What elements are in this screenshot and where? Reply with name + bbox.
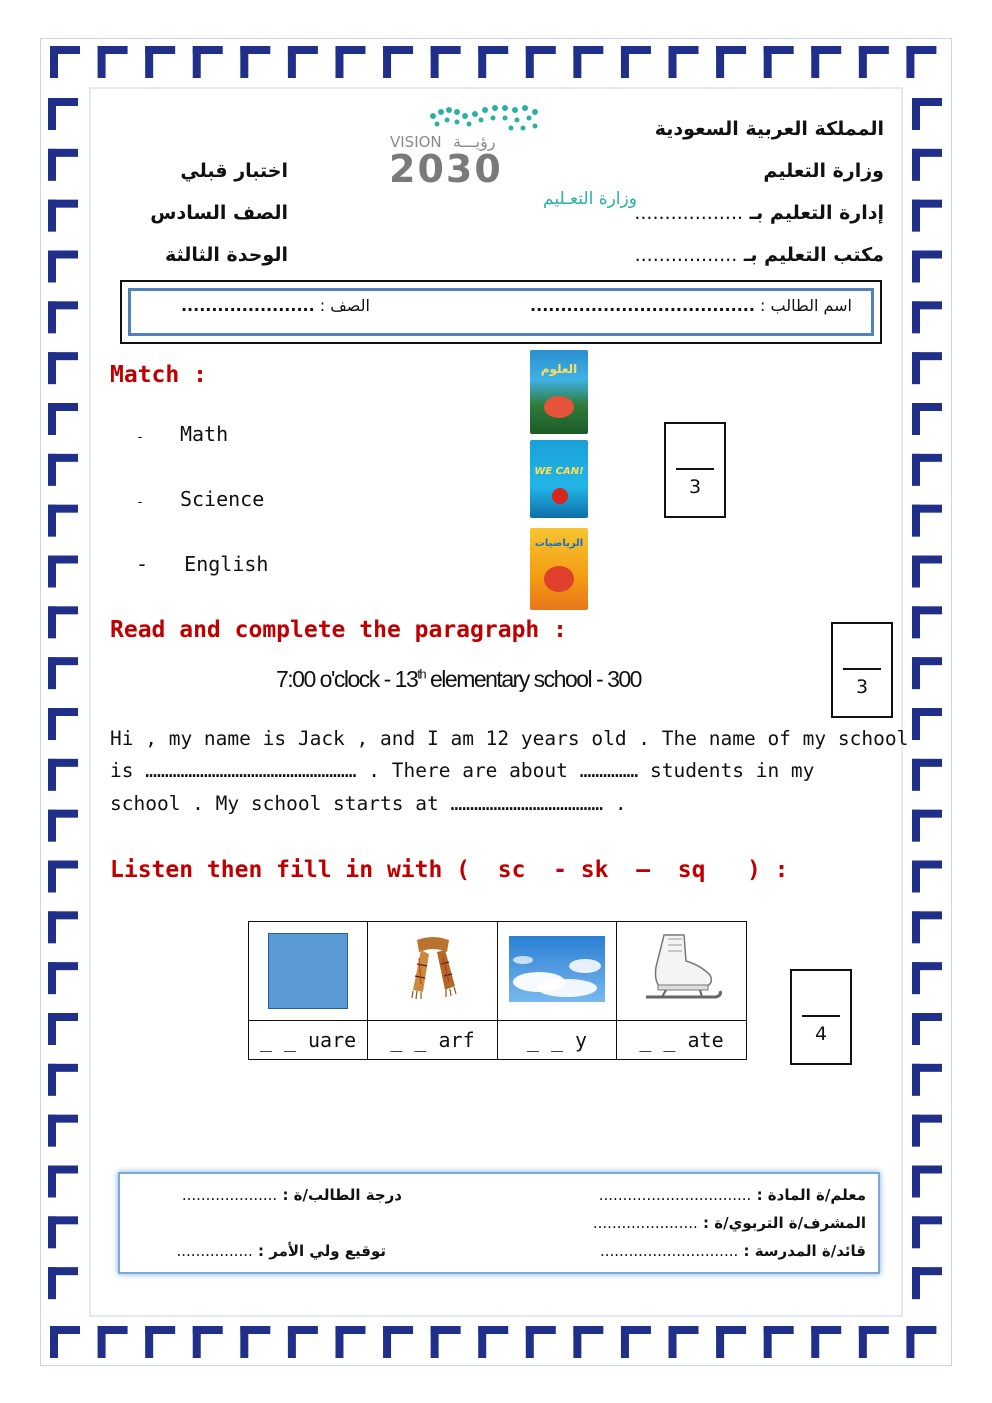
vision-2030-logo [385, 100, 637, 210]
paragraph-line-2: is ……………………………………………… . There are about …………… students in my [110, 759, 815, 782]
match-score-box: 3 [664, 422, 726, 518]
svg-text:2030: 2030 [389, 147, 503, 191]
paragraph-title: Read and complete the paragraph : [110, 617, 567, 643]
fill-in-table [248, 921, 747, 1060]
listen-title: Listen then fill in with ( sc - sk – sq ) : [110, 857, 789, 883]
match-item-english: - English [136, 552, 269, 576]
page-border [40, 38, 952, 1366]
supervisor-signature[interactable]: المشرف/ة التربوي/ة : ...................... [592, 1214, 866, 1232]
ice-skate-icon [640, 931, 724, 1007]
blank-word-skate[interactable]: _ _ ate [617, 1021, 747, 1060]
word-bank: 7:00 o'clock - 13th elementary school - 300 [276, 666, 641, 692]
english-book-cover[interactable]: WE CAN! [530, 440, 588, 518]
match-title: Match : [110, 362, 207, 388]
header-kingdom: المملكة العربية السعودية [654, 118, 884, 140]
unit-name: الوحدة الثالثة [164, 244, 288, 266]
header-education-office: مكتب التعليم بـ ................. [634, 244, 884, 266]
paragraph-score-box: 3 [831, 622, 893, 718]
paragraph-line-3: school . My school starts at ………………………………… . [110, 792, 627, 815]
svg-text:وزارة التعـليم: وزارة التعـليم [543, 189, 637, 209]
grade-level: الصف السادس [150, 202, 288, 224]
blank-word-scarf[interactable]: _ _ arf [368, 1021, 498, 1060]
sky-image-cell [498, 922, 617, 1021]
blank-word-square[interactable]: _ _ uare [249, 1021, 368, 1060]
square-image-cell [249, 922, 368, 1021]
scarf-image-cell [368, 922, 498, 1021]
header-education-admin: إدارة التعليم بـ .................. [634, 202, 884, 224]
header-ministry: وزارة التعليم [763, 160, 884, 182]
square-shape-icon [268, 933, 348, 1009]
science-book-cover[interactable]: العلوم [530, 350, 588, 434]
svg-text:رؤيـــة: رؤيـــة [453, 132, 496, 151]
guardian-signature[interactable]: توقيع ولي الأمر : ................ [176, 1242, 386, 1260]
skate-image-cell [617, 922, 747, 1021]
student-grade[interactable]: درجة الطالب/ة : .................... [181, 1186, 402, 1204]
match-item-math: - Math [136, 422, 229, 446]
listen-score-box: 4 [790, 969, 852, 1065]
teacher-signature[interactable]: معلم/ة المادة : ................................ [598, 1186, 866, 1204]
scarf-icon [397, 934, 469, 1004]
principal-signature[interactable]: قائد/ة المدرسة : ............................. [599, 1242, 866, 1260]
border-pattern [40, 38, 952, 1366]
student-name-field[interactable]: اسم الطالب : ..................................... [530, 296, 852, 315]
match-item-science: - Science [136, 487, 265, 511]
signature-box [118, 1172, 880, 1274]
student-class-field[interactable]: الصف : ...................... [180, 296, 370, 315]
sky-icon [509, 936, 605, 1002]
math-book-cover[interactable]: الرياضيات [530, 528, 588, 610]
svg-text:VISION: VISION [390, 133, 442, 151]
blank-word-sky[interactable]: _ _ y [498, 1021, 617, 1060]
student-info-box [120, 280, 882, 344]
test-type: اختبار قبلي [180, 160, 288, 182]
paragraph-line-1: Hi , my name is Jack , and I am 12 years old . The name of my school [110, 727, 909, 750]
